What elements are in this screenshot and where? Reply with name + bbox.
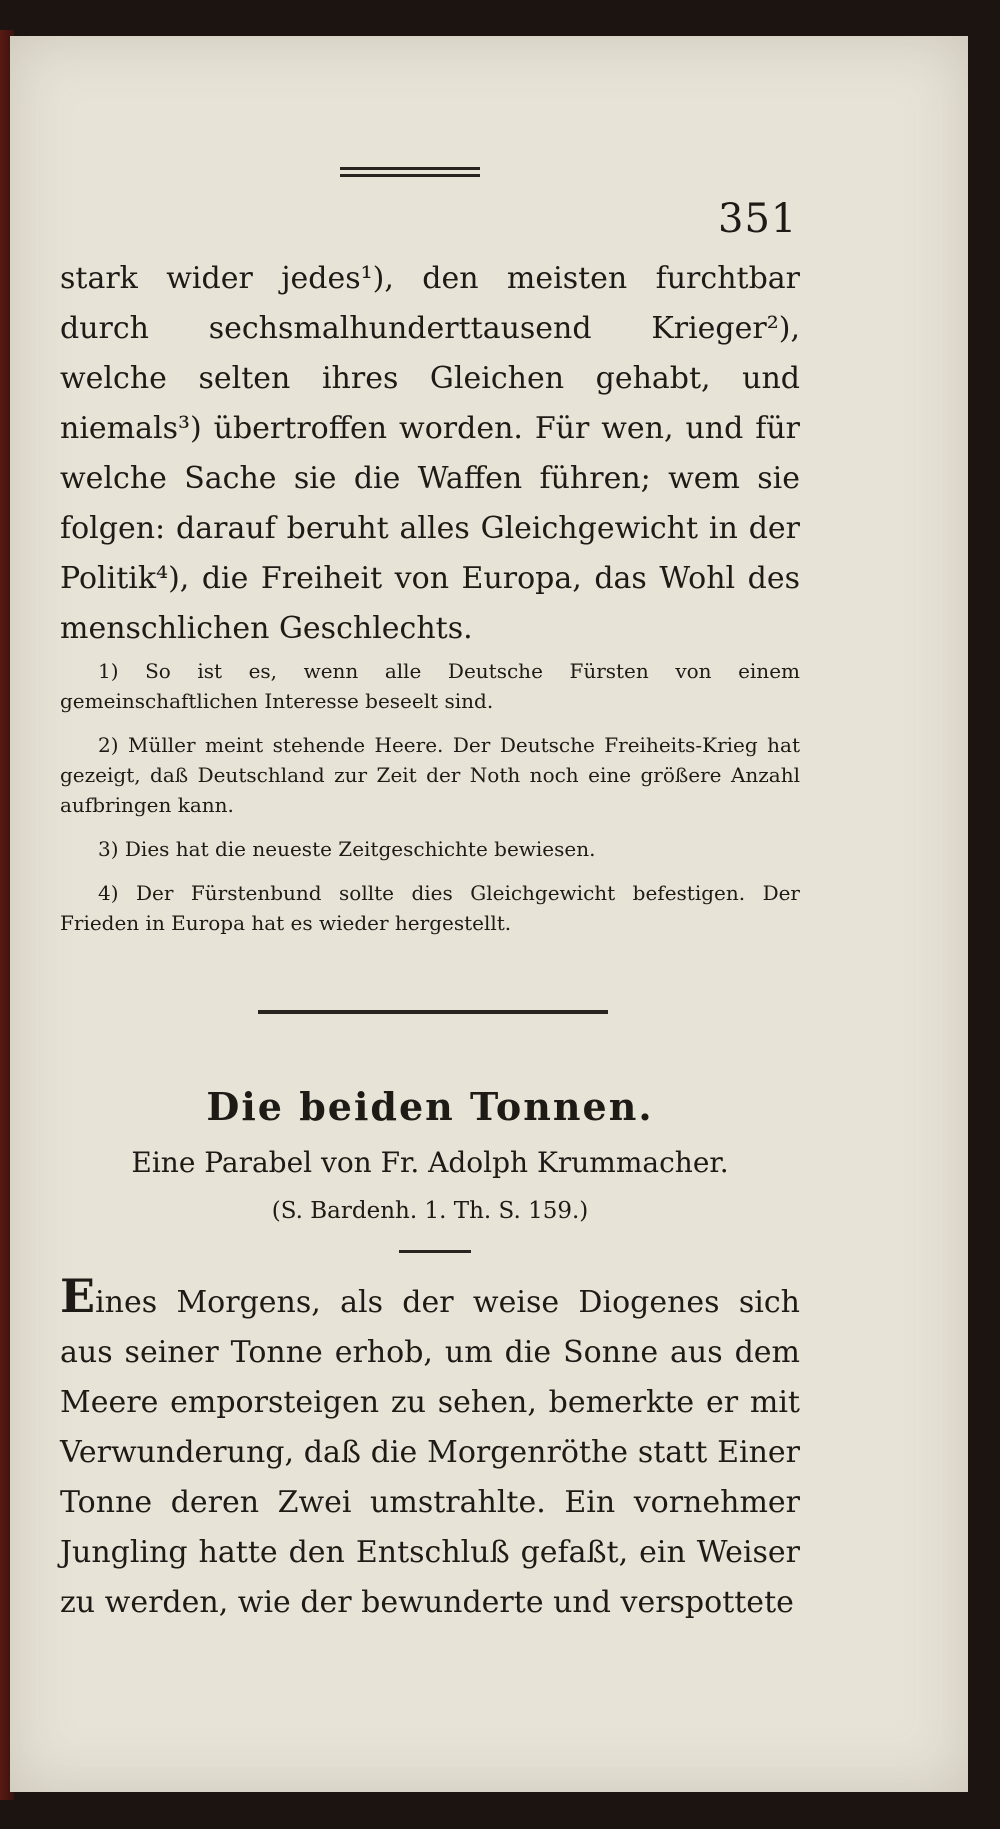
parable-paragraph [60, 1269, 800, 1628]
footnote-2: 2) Müller meint stehende Heere. Der Deutsche Freiheits-Krieg hat gezeigt, daß Deutschland zur Zeit der Noth noch eine größere Anzahl aufbringen kann. [60, 733, 800, 817]
page-number: 351 [718, 196, 798, 242]
footnote-4: 4) Der Fürstenbund sollte dies Gleichgewicht befestigen. Der Frieden in Europa hat es wieder hergestellt. [60, 881, 800, 935]
footnote-list [60, 656, 800, 952]
parable-body-text: ines Morgens, als der weise Diogenes sich aus seiner Tonne erhob, um die Sonne aus dem Meere emporsteigen zu sehen, bemerkte er mit Verwunderung, daß die Morgenröthe statt Einer Tonne deren Zwei umstrahlte. Ein vornehmer Jungling hatte den Entschluß gefaßt, ein Weiser zu werden, wie der bewunderte und verspottete [60, 1285, 800, 1620]
parable-initial-letter: E [60, 1269, 96, 1323]
section-divider [258, 1010, 608, 1014]
book-page [10, 36, 968, 1792]
parable-subtitle: Eine Parabel von Fr. Adolph Krummacher. [131, 1146, 729, 1179]
footnote-1: 1) So ist es, wenn alle Deutsche Fürsten von einem gemeinschaftlichen Interesse beseelt sind. [60, 659, 800, 713]
main-paragraph: stark wider jedes¹), den meisten furchtbar durch sechsmalhunderttausend Krieger²), welche selten ihres Gleichen gehabt, und niemals³) übertroffen worden. Für wen, und für welche Sache sie die Waffen führen; wem sie folgen: darauf beruht alles Gleichgewicht in der Politik⁴), die Freiheit von Europa, das Wohl des menschlichen Geschlechts. [60, 261, 800, 646]
parable-title: Die beiden Tonnen. [206, 1084, 654, 1129]
footnote-3: 3) Dies hat die neueste Zeitgeschichte bewiesen. [98, 837, 596, 861]
short-divider [399, 1250, 471, 1253]
header-double-rule [340, 167, 480, 177]
parable-source: (S. Bardenh. 1. Th. S. 159.) [271, 1198, 589, 1224]
